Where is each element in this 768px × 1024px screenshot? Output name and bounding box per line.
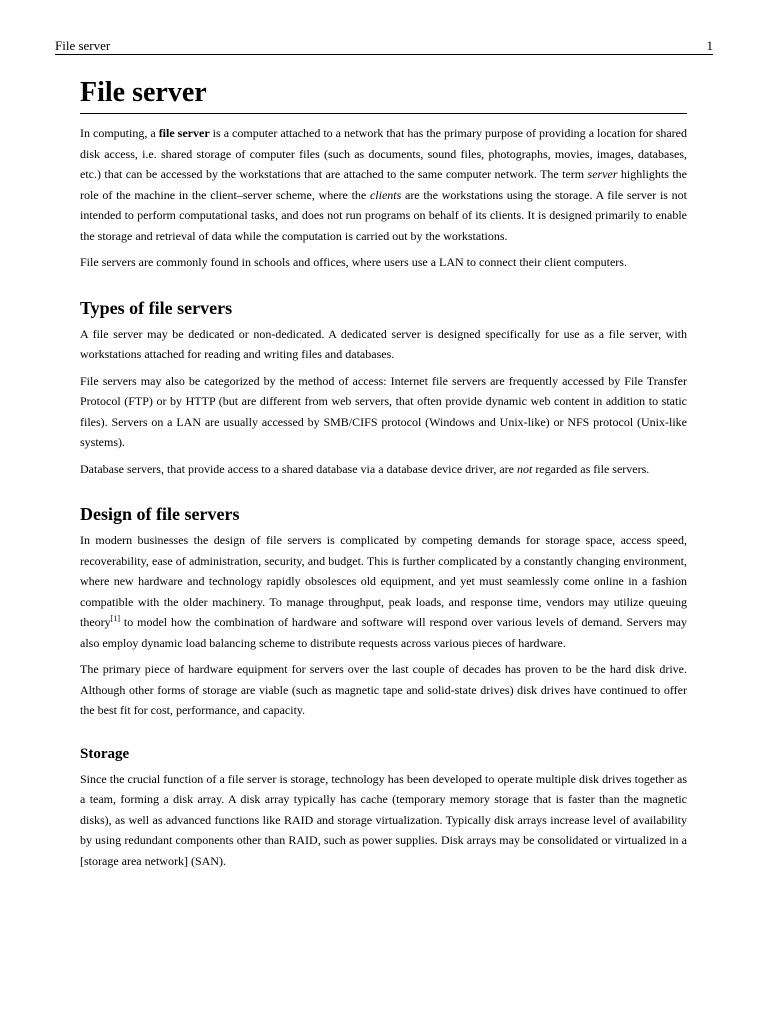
section-heading-types: Types of file servers: [80, 297, 233, 318]
italic-term-not: not: [516, 461, 533, 476]
italic-term-server: server: [587, 167, 618, 181]
article-body: [80, 76, 687, 877]
section-heading-design: Design of file servers: [80, 504, 240, 524]
storage-paragraph-1: Since the crucial function of a file server is storage, technology has been developed to operate multiple disk drives together as a team, forming a disk array. A disk array typically has cache (temporary memory storage that is faster than the magnetic disks), as well as advanced functions like RAID and storage virtualization. Typically disk arrays increase level of availability by using redundant components other than RAID, such as power supplies. Disk arrays may be consolidated or virtualized in a [storage area network] (SAN).: [80, 771, 687, 868]
design-paragraph-1: [80, 530, 687, 653]
article-title: File server: [80, 76, 687, 114]
intro-paragraph-2: File servers are commonly found in schools and offices, where users use a LAN to connect their client computers.: [80, 255, 627, 269]
subsection-heading-storage: Storage: [80, 745, 130, 762]
intro-paragraph-1: [80, 123, 687, 246]
italic-term-clients: clients: [369, 187, 402, 202]
text-run: regarded as file servers.: [532, 461, 650, 476]
bold-term-file-server: file server: [158, 126, 210, 140]
text-run: is a computer attached to a network that has the primary purpose of providing a location for shared disk access, i.e. shared storage of computer files (such as documents, sound files, photographs, movies, images, databases, etc.) that can be accessed by the workstations that are attached to the same computer network. The term: [80, 126, 688, 181]
reference-link-1[interactable]: [1]: [110, 614, 120, 623]
running-header-title: File server: [55, 38, 111, 53]
text-run: Database servers, that provide access to a shared database via a database device driver, are: [80, 461, 517, 476]
text-run: In modern businesses the design of file servers is complicated by competing demands for storage space, access speed, recoverability, ease of administration, security, and budget. This is further complicated by a constantly changing environment, where new hardware and technology rapidly obsolesces old equipment, and yet must seamlessly come online in a fashion compatible with the older machinery. To manage throughput, peak loads, and response time, vendors may utilize queuing theory: [80, 533, 687, 629]
running-header: [55, 38, 713, 55]
types-paragraph-2: File servers may also be categorized by the method of access: Internet file servers are frequently accessed by File Transfer Protocol (FTP) or by HTTP (but are different from web servers, that often provide dynamic web content in addition to static files). Servers on a LAN are usually accessed by SMB/CIFS protocol (Windows and Unix-like) or NFS protocol (Unix-like systems).: [80, 373, 687, 449]
types-paragraph-3: [80, 459, 687, 480]
page-number: 1: [706, 38, 713, 53]
text-run: In computing, a: [80, 126, 159, 140]
design-paragraph-2: The primary piece of hardware equipment for servers over the last couple of decades has proven to be the hard disk drive. Although other forms of storage are viable (such as magnetic tape and solid-state drives) disk drives have continued to offer the best fit for cost, performance, and capacity.: [80, 662, 687, 717]
types-paragraph-1: A file server may be dedicated or non-dedicated. A dedicated server is designed specifically for use as a file server, with workstations attached for reading and writing files and databases.: [80, 326, 687, 361]
text-run: to model how the combination of hardware and software will respond over various levels of demand. Servers may also employ dynamic load balancing scheme to distribute requests across various pieces of hardware.: [80, 615, 687, 650]
text-run: highlights the role of the machine in the client–server scheme, where the: [80, 167, 688, 202]
text-run: are the workstations using the storage. A file server is not intended to perform computational tasks, and does not run programs on behalf of its clients. It is designed primarily to enable the storage and retrieval of data while the computation is carried out by the workstations.: [80, 187, 687, 243]
